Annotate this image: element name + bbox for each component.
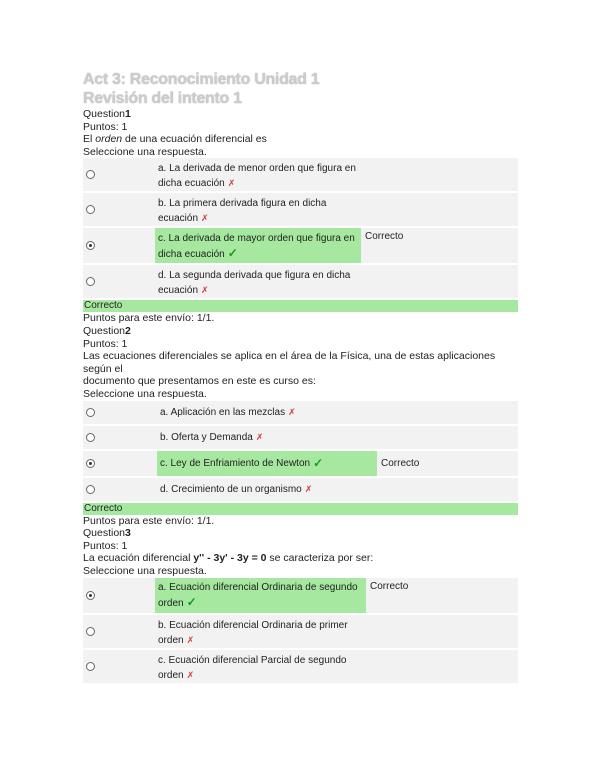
incorrect-icon: ✗ (227, 178, 236, 189)
answer-text: d. La segunda derivada que figura en dicha (158, 270, 351, 282)
result-banner: Correcto (83, 503, 518, 515)
incorrect-icon: ✗ (186, 669, 195, 680)
score-text: Puntos para este envío: 1/1. (83, 312, 215, 325)
answer-option[interactable] (83, 615, 518, 650)
incorrect-icon: ✗ (186, 634, 195, 645)
answer-option-selected[interactable] (83, 228, 518, 265)
radio-button[interactable] (86, 485, 95, 494)
incorrect-icon: ✗ (201, 213, 209, 224)
answer-text: b. La primera derivada figura en dicha (158, 198, 327, 210)
question-text: La ecuación diferencial y'' - 3y' - 3y = 0 se caracteriza por ser: (83, 552, 374, 565)
quiz-review (83, 70, 518, 685)
answer-text: c. Ecuación diferencial Parcial de segundo (158, 654, 347, 666)
correct-icon: ✓ (227, 246, 238, 261)
radio-button[interactable] (86, 170, 95, 179)
question-text: documento que presentamos en este es curso es: (83, 375, 316, 388)
question-number: Question2 (83, 324, 131, 337)
answer-text: c. Ley de Enfriamiento de Newton (160, 457, 311, 469)
answer-option[interactable] (83, 650, 518, 685)
feedback-text: Correcto (370, 580, 409, 592)
answer-option-selected[interactable] (83, 578, 518, 615)
answer-text: ecuación (158, 213, 199, 225)
radio-button[interactable] (86, 205, 95, 214)
answer-option[interactable] (83, 426, 518, 451)
question-points: Puntos: 1 (83, 120, 128, 133)
score-text: Puntos para este envío: 1/1. (83, 514, 215, 527)
answer-option[interactable] (83, 193, 518, 228)
question-text: Las ecuaciones diferenciales se aplica en el área de la Física, una de estas aplicaciones según el (83, 350, 496, 375)
question-points: Puntos: 1 (83, 337, 128, 350)
answer-list (83, 401, 518, 503)
answer-text: d. Crecimiento de un organismo (160, 483, 302, 495)
radio-button-selected[interactable] (86, 591, 95, 600)
incorrect-icon: ✗ (201, 285, 209, 296)
answer-list (83, 578, 518, 685)
radio-button-selected[interactable] (86, 241, 95, 250)
incorrect-icon: ✗ (304, 483, 313, 494)
answer-text: b. Ecuación diferencial Ordinaria de primer (158, 619, 348, 631)
question-text: El orden de una ecuación diferencial es (83, 133, 267, 146)
answer-text: orden (158, 669, 184, 681)
answer-option[interactable] (83, 478, 518, 503)
answer-text: b. Oferta y Demanda (160, 431, 253, 443)
radio-button-selected[interactable] (86, 459, 95, 468)
radio-button[interactable] (86, 408, 95, 417)
incorrect-icon: ✗ (255, 431, 264, 442)
answer-text: a. Aplicación en las mezclas (160, 406, 286, 418)
answer-list (83, 158, 518, 300)
question-instruction: Seleccione una respuesta. (83, 564, 207, 577)
answer-text: orden (158, 597, 184, 609)
question-instruction: Seleccione una respuesta. (83, 145, 207, 158)
feedback-text: Correcto (381, 457, 420, 469)
answer-text: orden (158, 634, 184, 646)
answer-text: a. Ecuación diferencial Ordinaria de segundo (158, 581, 358, 593)
answer-option[interactable] (83, 401, 518, 426)
incorrect-icon: ✗ (288, 406, 296, 417)
answer-option-selected[interactable] (83, 451, 518, 478)
question-instruction: Seleccione una respuesta. (83, 387, 207, 400)
answer-text: c. La derivada de mayor orden que figura en (158, 233, 355, 245)
question-number: Question1 (83, 108, 131, 120)
question-number: Question3 (83, 527, 131, 540)
answer-text: dicha ecuación (158, 178, 225, 190)
page-subtitle: Revisión del intento 1 (83, 90, 242, 107)
answer-text: ecuación (158, 285, 199, 297)
correct-icon: ✓ (313, 455, 324, 470)
answer-text: dicha ecuación (158, 249, 225, 261)
radio-button[interactable] (86, 662, 95, 671)
question-points: Puntos: 1 (83, 539, 128, 552)
radio-button[interactable] (86, 627, 95, 636)
answer-option[interactable] (83, 265, 518, 300)
radio-button[interactable] (86, 433, 95, 442)
feedback-text: Correcto (365, 231, 404, 243)
result-banner: Correcto (83, 300, 518, 312)
radio-button[interactable] (86, 277, 95, 286)
answer-option[interactable] (83, 158, 518, 193)
answer-text: a. La derivada de menor orden que figura en (158, 163, 356, 175)
page-title: Act 3: Reconocimiento Unidad 1 (83, 71, 320, 88)
correct-icon: ✓ (186, 594, 197, 609)
